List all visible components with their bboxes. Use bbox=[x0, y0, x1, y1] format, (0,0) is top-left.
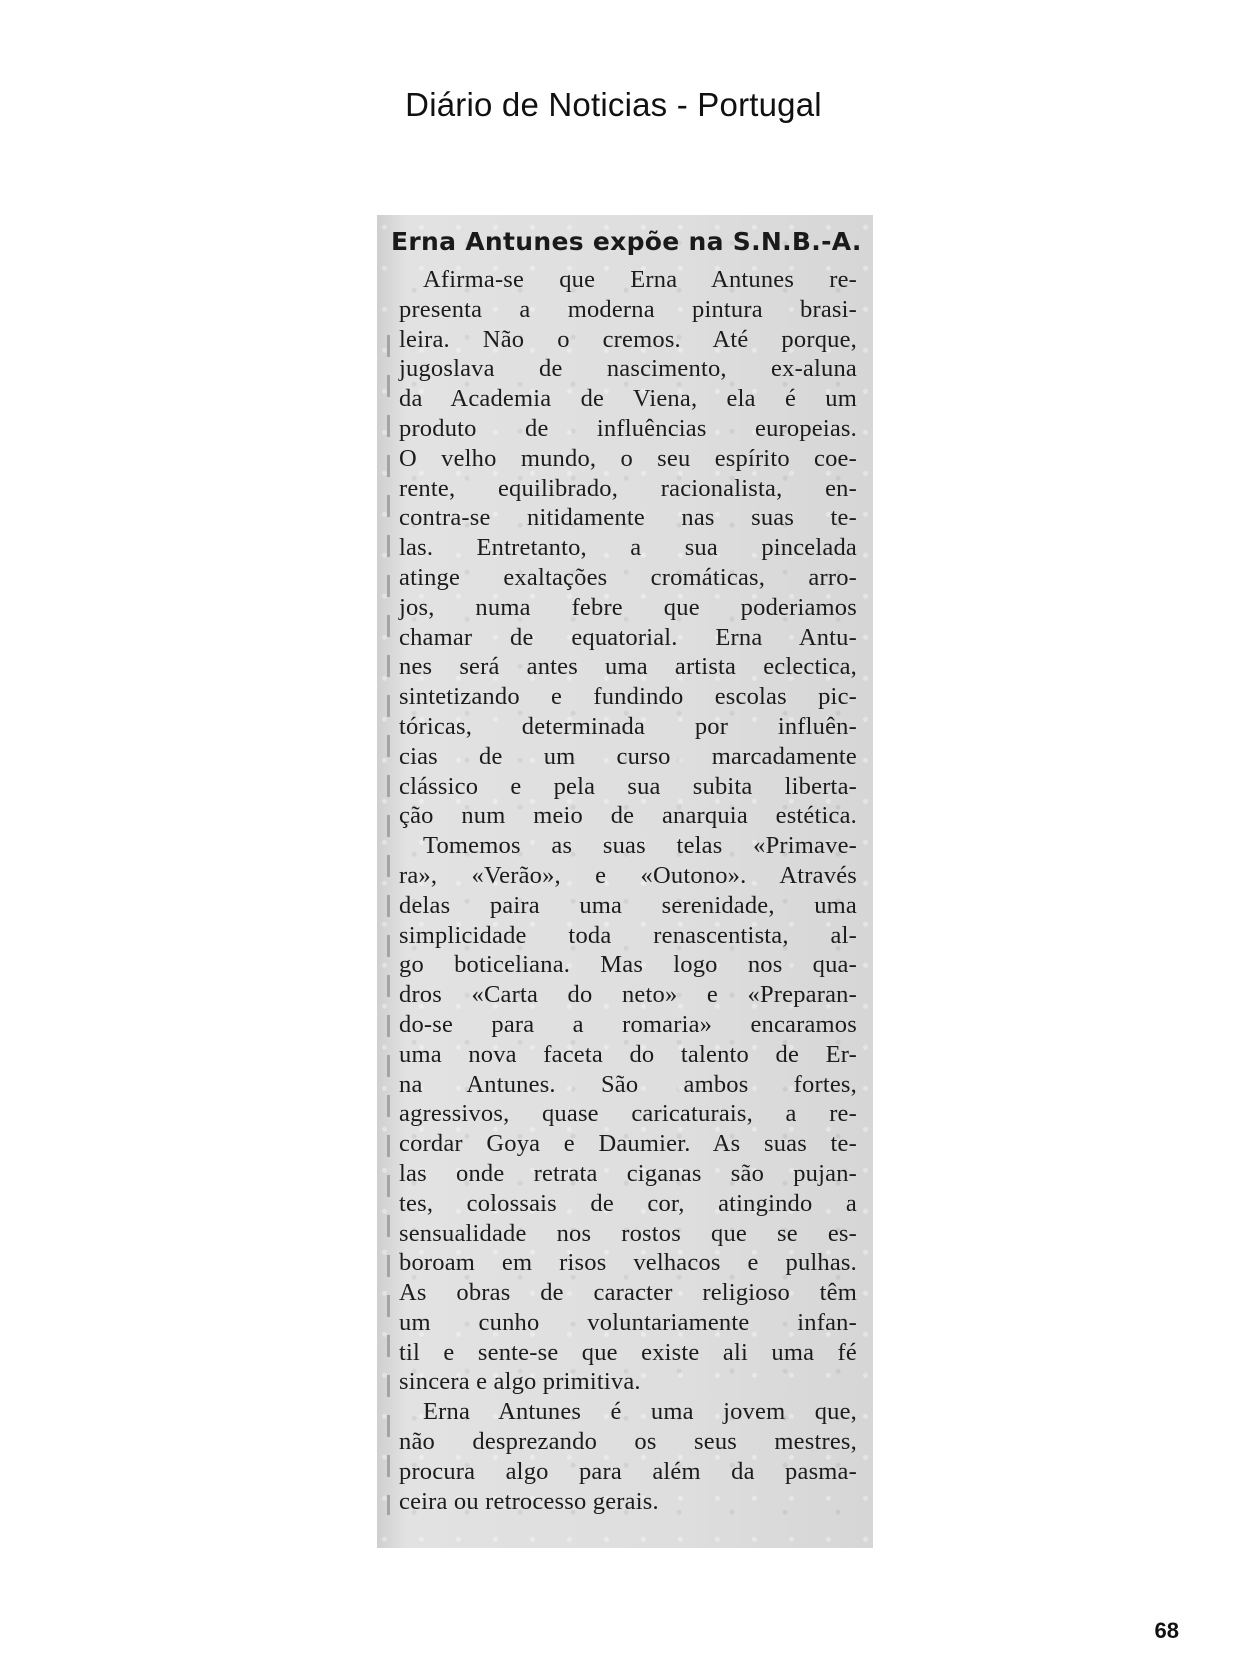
article-line: leira. Não o cremos. Até porque, bbox=[399, 325, 857, 353]
article-line: produto de influências europeias. bbox=[399, 414, 857, 442]
article-line: sensualidade nos rostos que se es- bbox=[399, 1219, 857, 1247]
page-number: 68 bbox=[1154, 1618, 1179, 1643]
article-line: boroam em risos velhacos e pulhas. bbox=[399, 1249, 857, 1277]
article-line: las. Entretanto, a sua pincelada bbox=[399, 534, 857, 562]
article-line: Afirma-se que Erna Antunes re- bbox=[423, 266, 857, 293]
article-line: jos, numa febre que poderiamos bbox=[399, 593, 857, 621]
page-title: Diário de Noticias - Portugal bbox=[405, 86, 822, 123]
article-line: ção num meio de anarquia estética. bbox=[399, 802, 857, 830]
article-line: agressivos, quase caricaturais, a re- bbox=[399, 1100, 857, 1128]
article-line: tóricas, determinada por influên- bbox=[399, 712, 857, 740]
newspaper-clipping bbox=[377, 215, 873, 1548]
article-line: As obras de caracter religioso têm bbox=[399, 1279, 857, 1307]
article-body bbox=[389, 265, 863, 1516]
article-line: ra», «Verão», e «Outono». Através bbox=[399, 861, 857, 889]
article-line: clássico e pela sua subita liberta- bbox=[399, 772, 857, 800]
article-line: jugoslava de nascimento, ex-aluna bbox=[399, 355, 857, 383]
article-line: da Academia de Viena, ela é um bbox=[399, 385, 857, 413]
article-line: O velho mundo, o seu espírito coe- bbox=[399, 444, 857, 472]
article-line: til e sente-se que existe ali uma fé bbox=[399, 1338, 857, 1366]
article-line: rente, equilibrado, racionalista, en- bbox=[399, 474, 857, 502]
article-line: sintetizando e fundindo escolas pic- bbox=[399, 683, 857, 711]
article-headline: Erna Antunes expõe na S.N.B.-A. bbox=[391, 227, 862, 256]
article-line: presenta a moderna pintura brasi- bbox=[399, 295, 857, 323]
article-line: um cunho voluntariamente infan- bbox=[399, 1308, 857, 1336]
article-line: delas paira uma serenidade, uma bbox=[399, 891, 857, 919]
article-line: las onde retrata ciganas são pujan- bbox=[399, 1159, 857, 1187]
article-line: cordar Goya e Daumier. As suas te- bbox=[399, 1130, 857, 1158]
article-line: cias de um curso marcadamente bbox=[399, 742, 857, 770]
article-line: procura algo para além da pasma- bbox=[399, 1457, 857, 1485]
article-line: na Antunes. São ambos fortes, bbox=[399, 1070, 857, 1098]
article-line: contra-se nitidamente nas suas te- bbox=[399, 504, 857, 532]
article-line: chamar de equatorial. Erna Antu- bbox=[399, 623, 857, 651]
article-line: não desprezando os seus mestres, bbox=[399, 1428, 857, 1456]
article-line: dros «Carta do neto» e «Preparan- bbox=[399, 981, 857, 1009]
article-line: go boticeliana. Mas logo nos qua- bbox=[399, 951, 857, 979]
article-line: Erna Antunes é uma jovem que, bbox=[423, 1398, 857, 1426]
article-line: do-se para a romaria» encaramos bbox=[399, 1010, 857, 1038]
article-line: ceira ou retrocesso gerais. bbox=[399, 1487, 659, 1515]
article-line: tes, colossais de cor, atingindo a bbox=[399, 1189, 857, 1217]
article-line: sincera e algo primitiva. bbox=[399, 1368, 641, 1396]
article-line: nes será antes uma artista eclectica, bbox=[399, 653, 857, 681]
article-line: simplicidade toda renascentista, al- bbox=[399, 921, 857, 949]
article-line: uma nova faceta do talento de Er- bbox=[399, 1040, 857, 1068]
article-line: atinge exaltações cromáticas, arro- bbox=[399, 563, 857, 591]
article-line: Tomemos as suas telas «Primave- bbox=[423, 832, 857, 860]
